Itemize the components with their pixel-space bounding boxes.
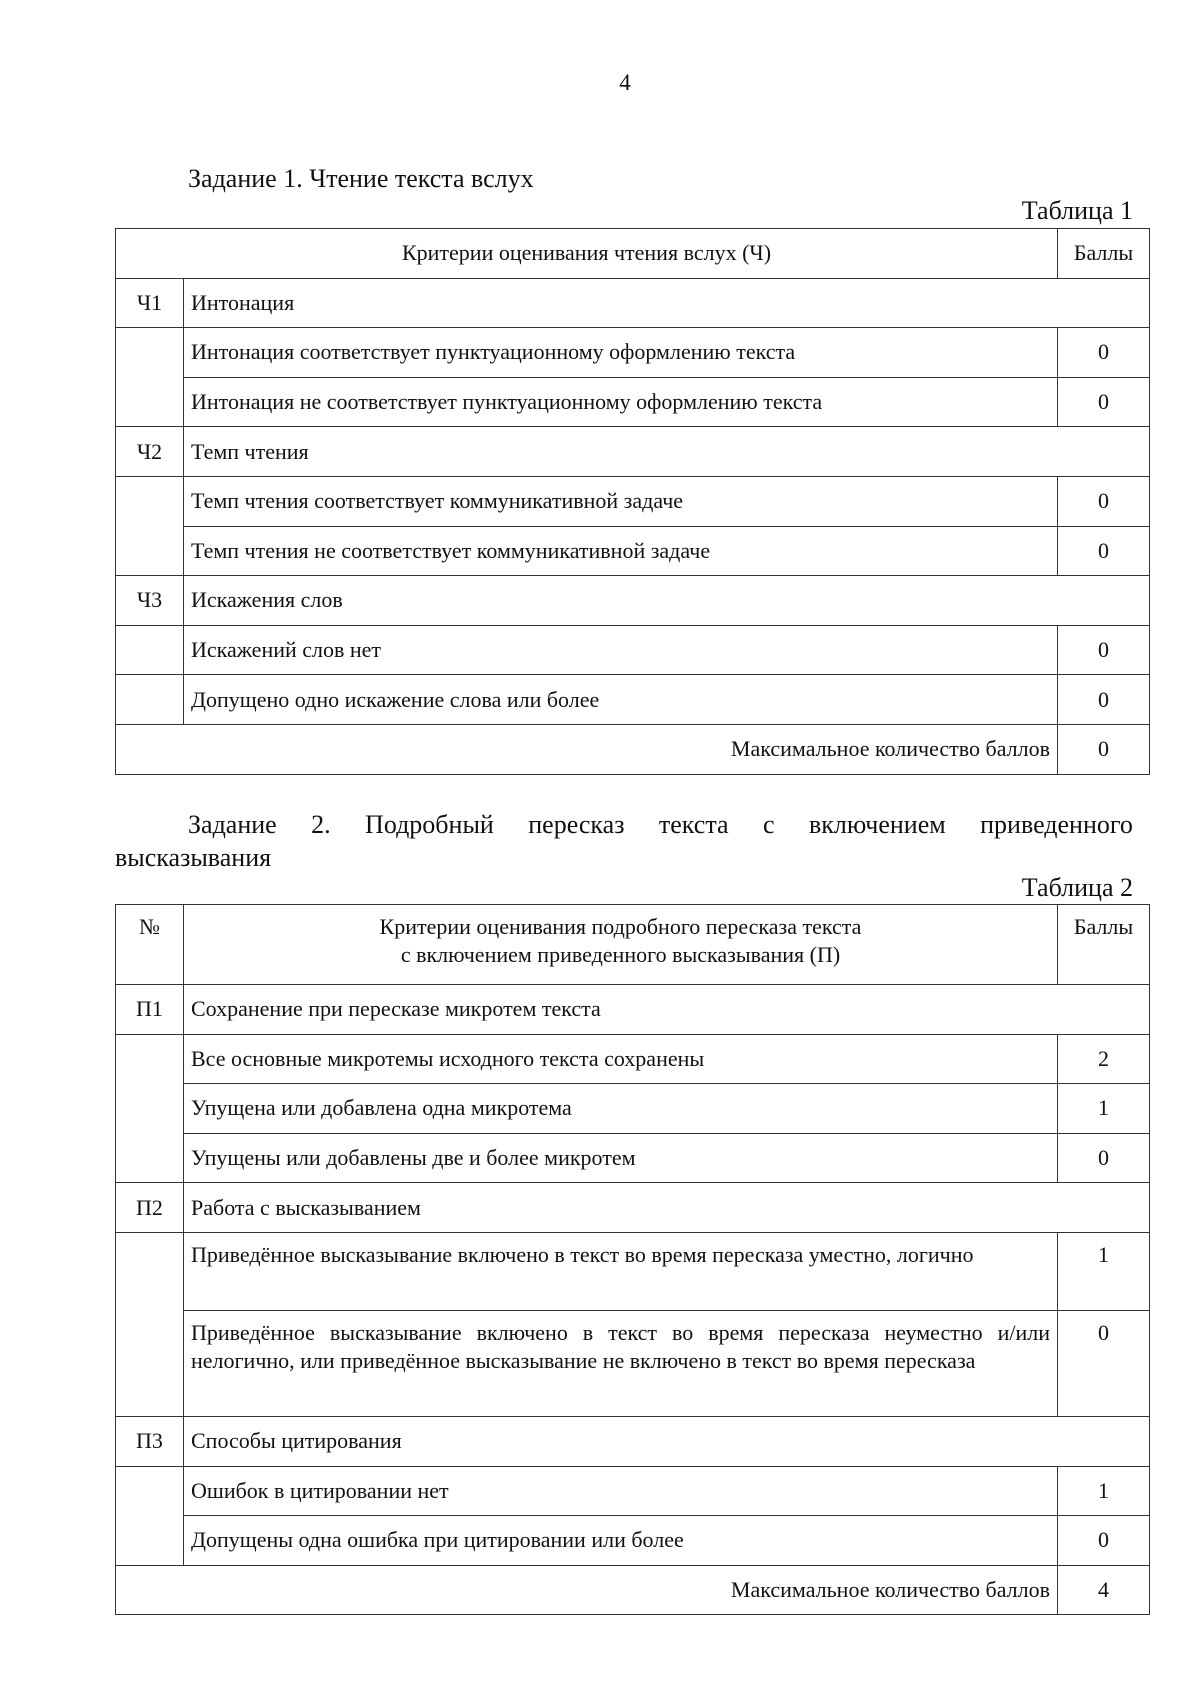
- table2-caption: Таблица 2: [1021, 873, 1133, 902]
- table-row: [116, 1084, 1150, 1134]
- criterion-code: Ч2: [116, 427, 184, 477]
- criterion-score: 0: [1058, 625, 1150, 675]
- table-section-row: [116, 1183, 1150, 1233]
- criterion-text: Приведённое высказывание включено в текст во время пересказа уместно, логично: [184, 1232, 1058, 1310]
- table-row: [116, 526, 1150, 576]
- table-section-row: [116, 576, 1150, 626]
- heading-word: включением: [808, 810, 946, 839]
- table-row: [116, 1466, 1150, 1516]
- empty-code-cell: [116, 328, 184, 427]
- criterion-text: Интонация соответствует пунктуационному оформлению текста: [184, 328, 1058, 378]
- table-section-row: [116, 1416, 1150, 1466]
- criterion-score: 1: [1058, 1084, 1150, 1134]
- task2-heading-line1: [115, 808, 1133, 841]
- criterion-score: 0: [1058, 1516, 1150, 1566]
- criterion-text: Допущены одна ошибка при цитировании или более: [184, 1516, 1058, 1566]
- criterion-text: Темп чтения не соответствует коммуникативной задаче: [184, 526, 1058, 576]
- table1-reading-criteria: [115, 228, 1150, 775]
- criterion-score: 0: [1058, 1310, 1150, 1416]
- criterion-code: Ч3: [116, 576, 184, 626]
- heading-word: текста: [658, 810, 729, 839]
- table-row: [116, 328, 1150, 378]
- criterion-text: Упущены или добавлены две и более микротем: [184, 1133, 1058, 1183]
- criterion-text: Все основные микротемы исходного текста сохранены: [184, 1034, 1058, 1084]
- table-section-row: [116, 278, 1150, 328]
- heading-word: 2.: [311, 810, 331, 839]
- criterion-text: Интонация не соответствует пунктуационному оформлению текста: [184, 377, 1058, 427]
- table-row: [116, 675, 1150, 725]
- criterion-title: Способы цитирования: [184, 1416, 1150, 1466]
- criterion-code: П2: [116, 1183, 184, 1233]
- heading-word: с: [762, 810, 775, 839]
- criterion-score: 1: [1058, 1466, 1150, 1516]
- total-score: 4: [1058, 1565, 1150, 1615]
- table2-header-score: Баллы: [1058, 905, 1150, 985]
- heading-word: Подробный: [365, 810, 494, 839]
- empty-code-cell: [116, 1034, 184, 1183]
- heading-word: приведенного: [980, 810, 1133, 839]
- empty-code-cell: [116, 1232, 184, 1416]
- table1-caption: Таблица 1: [1021, 196, 1133, 225]
- header-criteria-line1: Критерии оценивания подробного пересказа текста: [379, 914, 862, 939]
- task2-heading: [115, 808, 1133, 874]
- empty-code-cell: [116, 476, 184, 575]
- criterion-score: 2: [1058, 1034, 1150, 1084]
- empty-code-cell: [116, 625, 184, 675]
- table2-header-row: [116, 905, 1150, 985]
- heading-word: пересказ: [528, 810, 625, 839]
- criterion-score: 0: [1058, 1133, 1150, 1183]
- table-row: [116, 1034, 1150, 1084]
- criterion-score: 1: [1058, 1232, 1150, 1310]
- criterion-score: 0: [1058, 675, 1150, 725]
- table-section-row: [116, 427, 1150, 477]
- criterion-score: 0: [1058, 526, 1150, 576]
- criterion-text: Допущено одно искажение слова или более: [184, 675, 1058, 725]
- empty-code-cell: [116, 675, 184, 725]
- table1-total-row: [116, 724, 1150, 774]
- task1-heading: Задание 1. Чтение текста вслух: [188, 164, 534, 193]
- criterion-text: Искажений слов нет: [184, 625, 1058, 675]
- page-number: 4: [619, 70, 631, 95]
- criterion-text: Ошибок в цитировании нет: [184, 1466, 1058, 1516]
- criterion-title: Работа с высказыванием: [184, 1183, 1150, 1233]
- table1-header-row: [116, 229, 1150, 279]
- table2-header-number: №: [116, 905, 184, 985]
- criterion-text: Упущена или добавлена одна микротема: [184, 1084, 1058, 1134]
- criterion-title: Темп чтения: [184, 427, 1150, 477]
- empty-code-cell: [116, 1466, 184, 1565]
- criterion-code: Ч1: [116, 278, 184, 328]
- total-label: Максимальное количество баллов: [116, 1565, 1058, 1615]
- total-score: 0: [1058, 724, 1150, 774]
- table-row: [116, 625, 1150, 675]
- table-row: [116, 1133, 1150, 1183]
- criterion-title: Интонация: [184, 278, 1150, 328]
- table-row: [116, 1232, 1150, 1310]
- criterion-title: Сохранение при пересказе микротем текста: [184, 985, 1150, 1035]
- criterion-text: Темп чтения соответствует коммуникативной задаче: [184, 476, 1058, 526]
- table1-header-criteria: Критерии оценивания чтения вслух (Ч): [116, 229, 1058, 279]
- header-criteria-line2: с включением приведенного высказывания (П): [400, 942, 841, 967]
- task2-heading-line2: высказывания: [115, 843, 272, 872]
- criterion-code: П1: [116, 985, 184, 1035]
- table2-header-criteria: [184, 905, 1058, 985]
- table2-retelling-criteria: [115, 904, 1150, 1615]
- table-row: [116, 1516, 1150, 1566]
- table-row: [116, 1310, 1150, 1416]
- total-label: Максимальное количество баллов: [116, 724, 1058, 774]
- criterion-text: Приведённое высказывание включено в текст во время пересказа неуместно и/или нелогично, или приведённое высказывание не включено в текст во время пересказа: [184, 1310, 1058, 1416]
- table-row: [116, 377, 1150, 427]
- heading-word: Задание: [188, 810, 277, 839]
- table2-total-row: [116, 1565, 1150, 1615]
- table1-header-score: Баллы: [1058, 229, 1150, 279]
- criterion-score: 0: [1058, 328, 1150, 378]
- criterion-score: 0: [1058, 476, 1150, 526]
- table-row: [116, 476, 1150, 526]
- table-section-row: [116, 985, 1150, 1035]
- criterion-title: Искажения слов: [184, 576, 1150, 626]
- criterion-code: П3: [116, 1416, 184, 1466]
- criterion-score: 0: [1058, 377, 1150, 427]
